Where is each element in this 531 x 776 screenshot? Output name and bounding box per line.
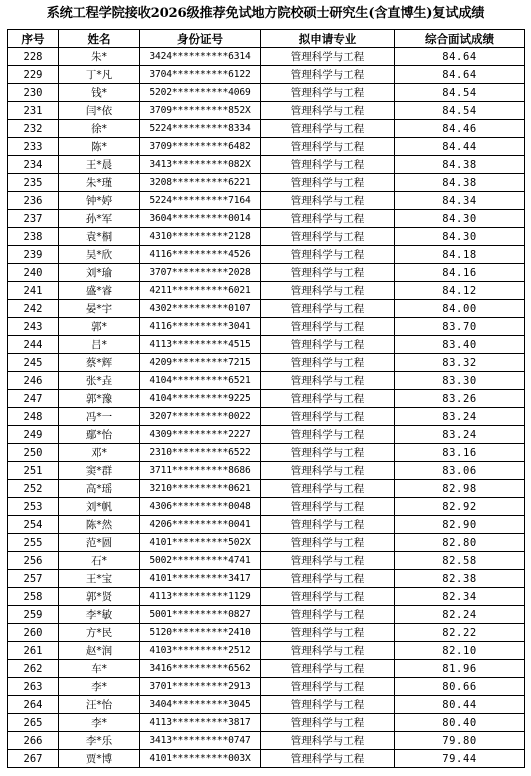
- results-table: [7, 29, 525, 768]
- cell-major: 管理科学与工程: [261, 480, 395, 498]
- table-row: [8, 606, 525, 624]
- table-row: [8, 642, 525, 660]
- cell-no: 243: [8, 318, 59, 336]
- table-row: [8, 192, 525, 210]
- cell-name: 汪*怡: [59, 696, 140, 714]
- cell-no: 233: [8, 138, 59, 156]
- cell-no: 246: [8, 372, 59, 390]
- cell-id: 4209**********7215: [140, 354, 261, 372]
- cell-name: 陈*然: [59, 516, 140, 534]
- cell-name: 赵*润: [59, 642, 140, 660]
- cell-id: 3701**********2913: [140, 678, 261, 696]
- header-score: 综合面试成绩: [395, 30, 525, 48]
- cell-no: 261: [8, 642, 59, 660]
- cell-name: 王*宝: [59, 570, 140, 588]
- cell-no: 262: [8, 660, 59, 678]
- table-row: [8, 138, 525, 156]
- cell-score: 83.24: [395, 426, 525, 444]
- cell-no: 255: [8, 534, 59, 552]
- cell-no: 250: [8, 444, 59, 462]
- cell-major: 管理科学与工程: [261, 642, 395, 660]
- cell-name: 钱*: [59, 84, 140, 102]
- cell-id: 3707**********2028: [140, 264, 261, 282]
- cell-score: 84.54: [395, 84, 525, 102]
- cell-id: 4306**********0048: [140, 498, 261, 516]
- cell-no: 234: [8, 156, 59, 174]
- cell-major: 管理科学与工程: [261, 660, 395, 678]
- table-row: [8, 750, 525, 768]
- table-row: [8, 678, 525, 696]
- cell-name: 李*敏: [59, 606, 140, 624]
- cell-score: 83.30: [395, 372, 525, 390]
- cell-id: 4302**********0107: [140, 300, 261, 318]
- cell-name: 郭*: [59, 318, 140, 336]
- cell-name: 朱*: [59, 48, 140, 66]
- cell-major: 管理科学与工程: [261, 426, 395, 444]
- cell-score: 83.06: [395, 462, 525, 480]
- cell-major: 管理科学与工程: [261, 696, 395, 714]
- cell-no: 260: [8, 624, 59, 642]
- cell-id: 4101**********502X: [140, 534, 261, 552]
- cell-major: 管理科学与工程: [261, 588, 395, 606]
- cell-major: 管理科学与工程: [261, 264, 395, 282]
- table-row: [8, 732, 525, 750]
- cell-name: 朱*瑾: [59, 174, 140, 192]
- cell-score: 80.66: [395, 678, 525, 696]
- cell-id: 4309**********2227: [140, 426, 261, 444]
- cell-id: 4104**********9225: [140, 390, 261, 408]
- cell-name: 吕*: [59, 336, 140, 354]
- table-row: [8, 48, 525, 66]
- cell-id: 3709**********852X: [140, 102, 261, 120]
- cell-score: 79.80: [395, 732, 525, 750]
- cell-name: 冯*一: [59, 408, 140, 426]
- cell-score: 83.40: [395, 336, 525, 354]
- table-row: [8, 66, 525, 84]
- cell-no: 266: [8, 732, 59, 750]
- cell-no: 263: [8, 678, 59, 696]
- cell-score: 84.38: [395, 174, 525, 192]
- header-no: 序号: [8, 30, 59, 48]
- cell-id: 3404**********3045: [140, 696, 261, 714]
- cell-name: 钟*婷: [59, 192, 140, 210]
- cell-id: 3207**********0022: [140, 408, 261, 426]
- cell-major: 管理科学与工程: [261, 714, 395, 732]
- cell-score: 84.12: [395, 282, 525, 300]
- cell-name: 盛*睿: [59, 282, 140, 300]
- cell-major: 管理科学与工程: [261, 138, 395, 156]
- cell-id: 3210**********0621: [140, 480, 261, 498]
- cell-name: 李*: [59, 714, 140, 732]
- cell-score: 84.54: [395, 102, 525, 120]
- cell-id: 3709**********6482: [140, 138, 261, 156]
- table-row: [8, 624, 525, 642]
- table-row: [8, 372, 525, 390]
- cell-name: 蔡*辉: [59, 354, 140, 372]
- cell-name: 王*晨: [59, 156, 140, 174]
- cell-name: 石*: [59, 552, 140, 570]
- table-header-row: [8, 30, 525, 48]
- cell-score: 84.64: [395, 66, 525, 84]
- cell-no: 231: [8, 102, 59, 120]
- cell-major: 管理科学与工程: [261, 606, 395, 624]
- cell-id: 3416**********6562: [140, 660, 261, 678]
- cell-major: 管理科学与工程: [261, 462, 395, 480]
- cell-name: 吴*欣: [59, 246, 140, 264]
- cell-score: 80.44: [395, 696, 525, 714]
- cell-score: 84.64: [395, 48, 525, 66]
- cell-no: 245: [8, 354, 59, 372]
- cell-no: 251: [8, 462, 59, 480]
- cell-no: 265: [8, 714, 59, 732]
- cell-no: 238: [8, 228, 59, 246]
- table-row: [8, 354, 525, 372]
- cell-name: 张*垚: [59, 372, 140, 390]
- cell-id: 4206**********0041: [140, 516, 261, 534]
- cell-name: 徐*: [59, 120, 140, 138]
- cell-score: 84.30: [395, 228, 525, 246]
- cell-no: 235: [8, 174, 59, 192]
- cell-score: 82.10: [395, 642, 525, 660]
- cell-id: 4113**********4515: [140, 336, 261, 354]
- cell-score: 84.30: [395, 210, 525, 228]
- cell-score: 84.44: [395, 138, 525, 156]
- cell-no: 242: [8, 300, 59, 318]
- cell-id: 5120**********2410: [140, 624, 261, 642]
- cell-id: 3711**********8686: [140, 462, 261, 480]
- table-row: [8, 660, 525, 678]
- cell-name: 刘*帆: [59, 498, 140, 516]
- table-body: [8, 48, 525, 768]
- cell-major: 管理科学与工程: [261, 282, 395, 300]
- table-row: [8, 300, 525, 318]
- table-row: [8, 408, 525, 426]
- cell-id: 5202**********4069: [140, 84, 261, 102]
- cell-score: 81.96: [395, 660, 525, 678]
- cell-major: 管理科学与工程: [261, 354, 395, 372]
- cell-no: 264: [8, 696, 59, 714]
- header-id: 身份证号: [140, 30, 261, 48]
- cell-id: 3424**********6314: [140, 48, 261, 66]
- cell-no: 259: [8, 606, 59, 624]
- cell-score: 79.44: [395, 750, 525, 768]
- cell-id: 4101**********003X: [140, 750, 261, 768]
- table-row: [8, 588, 525, 606]
- cell-name: 邓*: [59, 444, 140, 462]
- cell-name: 晏*宇: [59, 300, 140, 318]
- cell-major: 管理科学与工程: [261, 318, 395, 336]
- cell-major: 管理科学与工程: [261, 66, 395, 84]
- cell-no: 232: [8, 120, 59, 138]
- cell-no: 258: [8, 588, 59, 606]
- cell-major: 管理科学与工程: [261, 192, 395, 210]
- cell-score: 83.24: [395, 408, 525, 426]
- table-row: [8, 336, 525, 354]
- cell-major: 管理科学与工程: [261, 84, 395, 102]
- cell-id: 3704**********6122: [140, 66, 261, 84]
- cell-name: 袁*桐: [59, 228, 140, 246]
- table-row: [8, 498, 525, 516]
- cell-major: 管理科学与工程: [261, 336, 395, 354]
- table-row: [8, 228, 525, 246]
- cell-name: 郭*豫: [59, 390, 140, 408]
- cell-major: 管理科学与工程: [261, 156, 395, 174]
- cell-no: 249: [8, 426, 59, 444]
- cell-no: 241: [8, 282, 59, 300]
- cell-no: 236: [8, 192, 59, 210]
- table-row: [8, 264, 525, 282]
- header-name: 姓名: [59, 30, 140, 48]
- cell-major: 管理科学与工程: [261, 498, 395, 516]
- cell-id: 4104**********6521: [140, 372, 261, 390]
- cell-score: 83.26: [395, 390, 525, 408]
- cell-major: 管理科学与工程: [261, 408, 395, 426]
- cell-score: 82.24: [395, 606, 525, 624]
- cell-no: 252: [8, 480, 59, 498]
- cell-no: 254: [8, 516, 59, 534]
- table-row: [8, 480, 525, 498]
- cell-no: 253: [8, 498, 59, 516]
- cell-name: 高*瑶: [59, 480, 140, 498]
- cell-score: 82.98: [395, 480, 525, 498]
- cell-name: 陈*: [59, 138, 140, 156]
- cell-no: 237: [8, 210, 59, 228]
- cell-major: 管理科学与工程: [261, 732, 395, 750]
- cell-score: 84.16: [395, 264, 525, 282]
- table-row: [8, 534, 525, 552]
- table-row: [8, 246, 525, 264]
- cell-name: 李*乐: [59, 732, 140, 750]
- header-major: 拟申请专业: [261, 30, 395, 48]
- cell-score: 83.70: [395, 318, 525, 336]
- cell-name: 孙*军: [59, 210, 140, 228]
- cell-name: 车*: [59, 660, 140, 678]
- table-row: [8, 102, 525, 120]
- cell-no: 244: [8, 336, 59, 354]
- cell-id: 4113**********1129: [140, 588, 261, 606]
- cell-score: 82.38: [395, 570, 525, 588]
- cell-score: 84.38: [395, 156, 525, 174]
- cell-id: 3413**********0747: [140, 732, 261, 750]
- cell-no: 239: [8, 246, 59, 264]
- cell-major: 管理科学与工程: [261, 444, 395, 462]
- cell-name: 贾*博: [59, 750, 140, 768]
- table-row: [8, 282, 525, 300]
- cell-major: 管理科学与工程: [261, 174, 395, 192]
- cell-score: 80.40: [395, 714, 525, 732]
- cell-no: 256: [8, 552, 59, 570]
- cell-major: 管理科学与工程: [261, 390, 395, 408]
- table-row: [8, 210, 525, 228]
- table-row: [8, 570, 525, 588]
- cell-name: 闫*依: [59, 102, 140, 120]
- cell-major: 管理科学与工程: [261, 570, 395, 588]
- cell-major: 管理科学与工程: [261, 624, 395, 642]
- cell-score: 82.92: [395, 498, 525, 516]
- cell-score: 82.34: [395, 588, 525, 606]
- table-row: [8, 714, 525, 732]
- cell-major: 管理科学与工程: [261, 120, 395, 138]
- cell-no: 240: [8, 264, 59, 282]
- cell-score: 84.46: [395, 120, 525, 138]
- cell-score: 83.16: [395, 444, 525, 462]
- cell-name: 李*: [59, 678, 140, 696]
- cell-id: 5224**********8334: [140, 120, 261, 138]
- table-row: [8, 516, 525, 534]
- cell-major: 管理科学与工程: [261, 516, 395, 534]
- document-title: 系统工程学院接收2026级推荐免试地方院校硕士研究生(含直博生)复试成绩: [46, 6, 485, 21]
- cell-major: 管理科学与工程: [261, 228, 395, 246]
- table-row: [8, 174, 525, 192]
- cell-no: 248: [8, 408, 59, 426]
- cell-id: 4310**********2128: [140, 228, 261, 246]
- cell-name: 鄢*怡: [59, 426, 140, 444]
- table-row: [8, 426, 525, 444]
- cell-id: 4116**********4526: [140, 246, 261, 264]
- cell-major: 管理科学与工程: [261, 750, 395, 768]
- table-row: [8, 318, 525, 336]
- cell-name: 刘*瑜: [59, 264, 140, 282]
- cell-score: 84.34: [395, 192, 525, 210]
- table-row: [8, 84, 525, 102]
- cell-name: 丁*凡: [59, 66, 140, 84]
- cell-major: 管理科学与工程: [261, 102, 395, 120]
- table-row: [8, 156, 525, 174]
- cell-score: 82.80: [395, 534, 525, 552]
- cell-no: 228: [8, 48, 59, 66]
- cell-score: 84.18: [395, 246, 525, 264]
- cell-score: 84.00: [395, 300, 525, 318]
- cell-score: 83.32: [395, 354, 525, 372]
- cell-major: 管理科学与工程: [261, 210, 395, 228]
- cell-major: 管理科学与工程: [261, 246, 395, 264]
- cell-id: 4103**********2512: [140, 642, 261, 660]
- table-row: [8, 552, 525, 570]
- cell-name: 郭*贤: [59, 588, 140, 606]
- cell-major: 管理科学与工程: [261, 534, 395, 552]
- cell-id: 4116**********3041: [140, 318, 261, 336]
- cell-major: 管理科学与工程: [261, 552, 395, 570]
- table-row: [8, 696, 525, 714]
- cell-id: 3413**********082X: [140, 156, 261, 174]
- cell-id: 4113**********3817: [140, 714, 261, 732]
- cell-major: 管理科学与工程: [261, 678, 395, 696]
- cell-score: 82.58: [395, 552, 525, 570]
- cell-id: 4211**********6021: [140, 282, 261, 300]
- table-row: [8, 390, 525, 408]
- cell-id: 5001**********0827: [140, 606, 261, 624]
- cell-id: 5224**********7164: [140, 192, 261, 210]
- cell-score: 82.22: [395, 624, 525, 642]
- cell-id: 4101**********3417: [140, 570, 261, 588]
- cell-major: 管理科学与工程: [261, 372, 395, 390]
- cell-no: 267: [8, 750, 59, 768]
- cell-no: 229: [8, 66, 59, 84]
- cell-id: 5002**********4741: [140, 552, 261, 570]
- cell-no: 230: [8, 84, 59, 102]
- cell-id: 3604**********0014: [140, 210, 261, 228]
- cell-id: 2310**********6522: [140, 444, 261, 462]
- table-row: [8, 120, 525, 138]
- cell-score: 82.90: [395, 516, 525, 534]
- cell-name: 窦*群: [59, 462, 140, 480]
- cell-major: 管理科学与工程: [261, 300, 395, 318]
- cell-name: 方*民: [59, 624, 140, 642]
- cell-name: 范*圆: [59, 534, 140, 552]
- cell-major: 管理科学与工程: [261, 48, 395, 66]
- cell-no: 257: [8, 570, 59, 588]
- table-row: [8, 462, 525, 480]
- table-row: [8, 444, 525, 462]
- cell-id: 3208**********6221: [140, 174, 261, 192]
- cell-no: 247: [8, 390, 59, 408]
